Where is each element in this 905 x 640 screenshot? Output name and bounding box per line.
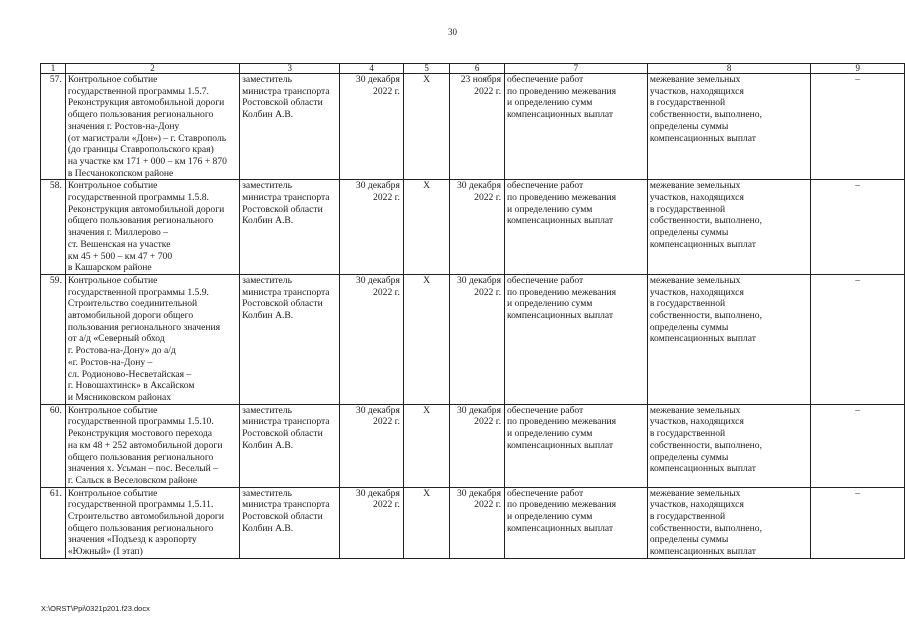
table-row xyxy=(41,180,905,275)
expected-result: обеспечение работ по проведению межевания и определению сумм компенсационных выплат xyxy=(504,274,647,404)
column-5-mark: X xyxy=(403,74,449,180)
header-cell: 7 xyxy=(504,64,647,74)
header-cell: 4 xyxy=(340,64,404,74)
fact-date: 30 декабря 2022 г. xyxy=(450,274,505,404)
responsible-person: заместитель министра транспорта Ростовской области Колбин А.В. xyxy=(240,274,340,404)
header-cell: 5 xyxy=(403,64,449,74)
page-number: 30 xyxy=(448,27,457,37)
column-9-note: – xyxy=(811,180,905,275)
event-description: Контрольное событие государственной программы 1.5.10. Реконструкция мостового перехода на км 48 + 252 автомобильной дороги общего пользования регионального значения х. Усьман – пос. Веселый – г. Сальск в Веселовском районе xyxy=(65,404,239,487)
plan-date: 30 декабря 2022 г. xyxy=(340,404,404,487)
fact-date: 30 декабря 2022 г. xyxy=(450,487,505,558)
responsible-person: заместитель министра транспорта Ростовской области Колбин А.В. xyxy=(240,404,340,487)
column-5-mark: X xyxy=(403,404,449,487)
table-row xyxy=(41,404,905,487)
event-description: Контрольное событие государственной программы 1.5.7. Реконструкция автомобильной дороги общего пользования регионального значения г. Ростов-на-Дону (от магистрали «Дон») – г. Ставрополь (до границы Ставропольского края) на участке км 171 + 000 – км 176 + 870 в Песчанокопском районе xyxy=(65,74,239,180)
file-path-footer: X:\ORST\Ppi\0321p201.f23.docx xyxy=(41,604,150,613)
table-header-row xyxy=(41,64,905,74)
row-number: 57. xyxy=(41,74,66,180)
fact-date: 23 ноября 2022 г. xyxy=(450,74,505,180)
expected-result: обеспечение работ по проведению межевания и определению сумм компенсационных выплат xyxy=(504,180,647,275)
fact-date: 30 декабря 2022 г. xyxy=(450,404,505,487)
column-5-mark: X xyxy=(403,274,449,404)
event-description: Контрольное событие государственной программы 1.5.8. Реконструкция автомобильной дороги общего пользования регионального значения г. Миллерово – ст. Вешенская на участке км 45 + 500 – км 47 + 700 в Кашарском районе xyxy=(65,180,239,275)
expected-result: обеспечение работ по проведению межевания и определению сумм компенсационных выплат xyxy=(504,487,647,558)
table-row xyxy=(41,274,905,404)
row-number: 58. xyxy=(41,180,66,275)
actual-result: межевание земельных участков, находящихся в государственной собственности, выполнено, определены суммы компенсационных выплат xyxy=(647,487,811,558)
event-description: Контрольное событие государственной программы 1.5.9. Строительство соединительной автомобильной дороги общего пользования регионального значения от а/д «Северный обход г. Ростова-на-Дону» до а/д «г. Ростов-на-Дону – сл. Родионово-Несветайская – г. Новошахтинск» в Аксайском и Мясниковском районах xyxy=(65,274,239,404)
plan-date: 30 декабря 2022 г. xyxy=(340,274,404,404)
column-5-mark: X xyxy=(403,487,449,558)
header-cell: 9 xyxy=(811,64,905,74)
table-row xyxy=(41,74,905,180)
row-number: 61. xyxy=(41,487,66,558)
actual-result: межевание земельных участков, находящихся в государственной собственности, выполнено, определены суммы компенсационных выплат xyxy=(647,404,811,487)
column-9-note: – xyxy=(811,74,905,180)
row-number: 60. xyxy=(41,404,66,487)
actual-result: межевание земельных участков, находящихся в государственной собственности, выполнено, определены суммы компенсационных выплат xyxy=(647,180,811,275)
actual-result: межевание земельных участков, находящихся в государственной собственности, выполнено, определены суммы компенсационных выплат xyxy=(647,74,811,180)
column-9-note: – xyxy=(811,274,905,404)
header-cell: 8 xyxy=(647,64,811,74)
plan-date: 30 декабря 2022 г. xyxy=(340,74,404,180)
fact-date: 30 декабря 2022 г. xyxy=(450,180,505,275)
responsible-person: заместитель министра транспорта Ростовской области Колбин А.В. xyxy=(240,487,340,558)
events-table xyxy=(40,63,905,559)
column-5-mark: X xyxy=(403,180,449,275)
expected-result: обеспечение работ по проведению межевания и определению сумм компенсационных выплат xyxy=(504,74,647,180)
plan-date: 30 декабря 2022 г. xyxy=(340,487,404,558)
table-row xyxy=(41,487,905,558)
row-number: 59. xyxy=(41,274,66,404)
header-cell: 6 xyxy=(450,64,505,74)
responsible-person: заместитель министра транспорта Ростовской области Колбин А.В. xyxy=(240,180,340,275)
column-9-note: – xyxy=(811,404,905,487)
header-cell: 2 xyxy=(65,64,239,74)
actual-result: межевание земельных участков, находящихся в государственной собственности, выполнено, определены суммы компенсационных выплат xyxy=(647,274,811,404)
header-cell: 3 xyxy=(240,64,340,74)
expected-result: обеспечение работ по проведению межевания и определению сумм компенсационных выплат xyxy=(504,404,647,487)
responsible-person: заместитель министра транспорта Ростовской области Колбин А.В. xyxy=(240,74,340,180)
header-cell: 1 xyxy=(41,64,66,74)
column-9-note: – xyxy=(811,487,905,558)
event-description: Контрольное событие государственной программы 1.5.11. Строительство автомобильной дороги общего пользования регионального значения «Подъезд к аэропорту «Южный» (I этап) xyxy=(65,487,239,558)
plan-date: 30 декабря 2022 г. xyxy=(340,180,404,275)
